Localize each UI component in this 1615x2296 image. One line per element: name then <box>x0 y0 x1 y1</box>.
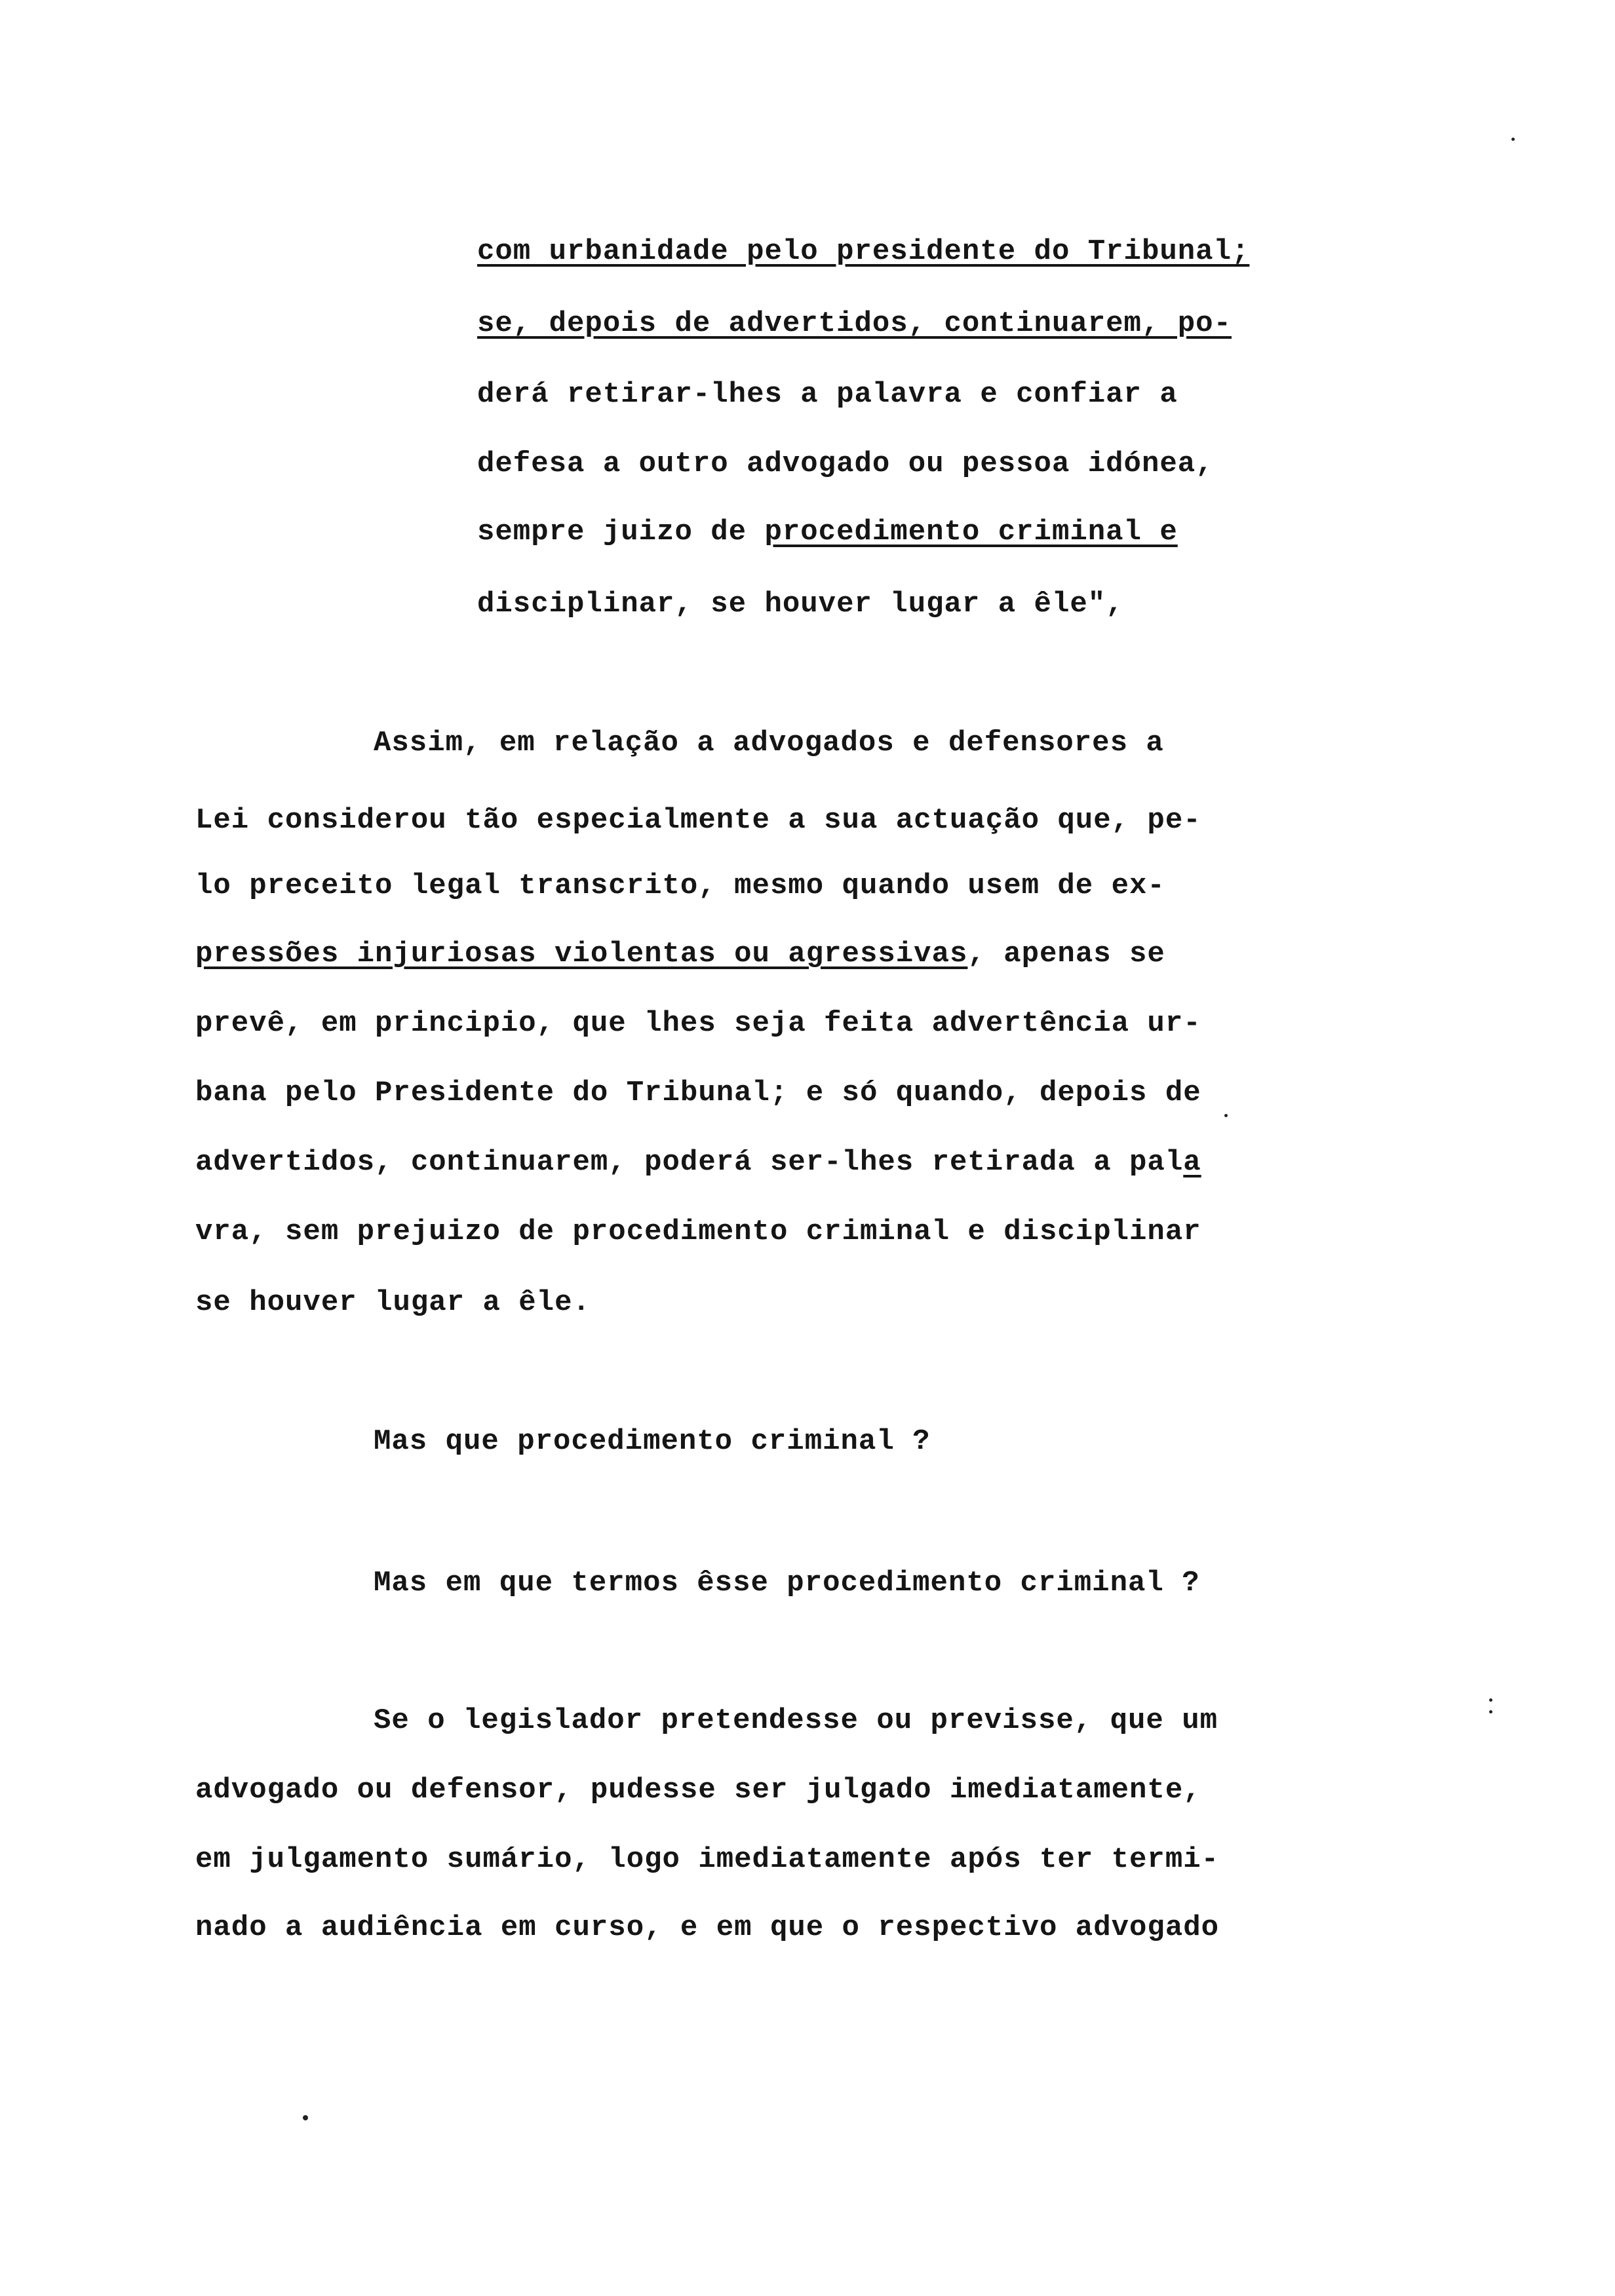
para2-line-1: Se o legislador pretendesse ou previsse, que um <box>374 1704 1218 1737</box>
para2-line-3: em julgamento sumário, logo imediatamente após ter termi- <box>195 1843 1220 1876</box>
quote-line-1: com urbanidade pelo presidente do Tribunal; <box>477 235 1250 268</box>
question-2: Mas em que termos êsse procedimento criminal ? <box>374 1567 1200 1599</box>
para1-line-4-text: , apenas se <box>967 938 1165 970</box>
para1-line-7 <box>195 1148 1201 1177</box>
question-1: Mas que procedimento criminal ? <box>374 1425 931 1458</box>
scan-speck <box>303 2115 308 2120</box>
para2-line-2: advogado ou defensor, pudesse ser julgado imediatamente, <box>195 1774 1201 1807</box>
scan-speck <box>1224 1114 1228 1117</box>
quote-line-6: disciplinar, se houver lugar a êle", <box>477 588 1124 621</box>
para1-line-3: lo preceito legal transcrito, mesmo quando usem de ex- <box>195 870 1165 902</box>
quote-line-5-underlined: procedimento criminal e <box>764 516 1178 548</box>
para1-line-8: vra, sem prejuizo de procedimento criminal e disciplinar <box>195 1215 1201 1248</box>
para1-line-1: Assim, em relação a advogados e defensores a <box>374 727 1164 759</box>
para1-line-5: prevê, em principio, que lhes seja feita advertência ur- <box>195 1007 1201 1040</box>
para1-line-9: se houver lugar a êle. <box>195 1286 591 1319</box>
quote-line-3: derá retirar-lhes a palavra e confiar a <box>477 378 1178 411</box>
para1-line-7-text: advertidos, continuarem, poderá ser-lhes retirada a pal <box>195 1146 1184 1179</box>
scan-speck <box>1489 1698 1492 1702</box>
para1-line-7-underlined: a <box>1183 1146 1201 1179</box>
scan-speck <box>1511 138 1515 141</box>
para1-line-4 <box>195 940 1165 968</box>
para2-line-4: nado a audiência em curso, e em que o respectivo advogado <box>195 1911 1220 1944</box>
quote-line-2: se, depois de advertidos, continuarem, po- <box>477 307 1232 340</box>
para1-line-4-underlined: pressões injuriosas violentas ou agressivas <box>195 938 968 970</box>
scan-speck <box>1489 1710 1492 1713</box>
para1-line-2: Lei considerou tão especialmente a sua actuação que, pe- <box>195 804 1201 837</box>
quote-line-5-text: sempre juizo de <box>477 516 765 548</box>
para1-line-6: bana pelo Presidente do Tribunal; e só quando, depois de <box>195 1077 1201 1109</box>
quote-line-4: defesa a outro advogado ou pessoa idónea, <box>477 448 1214 480</box>
quote-line-5 <box>477 518 1178 546</box>
